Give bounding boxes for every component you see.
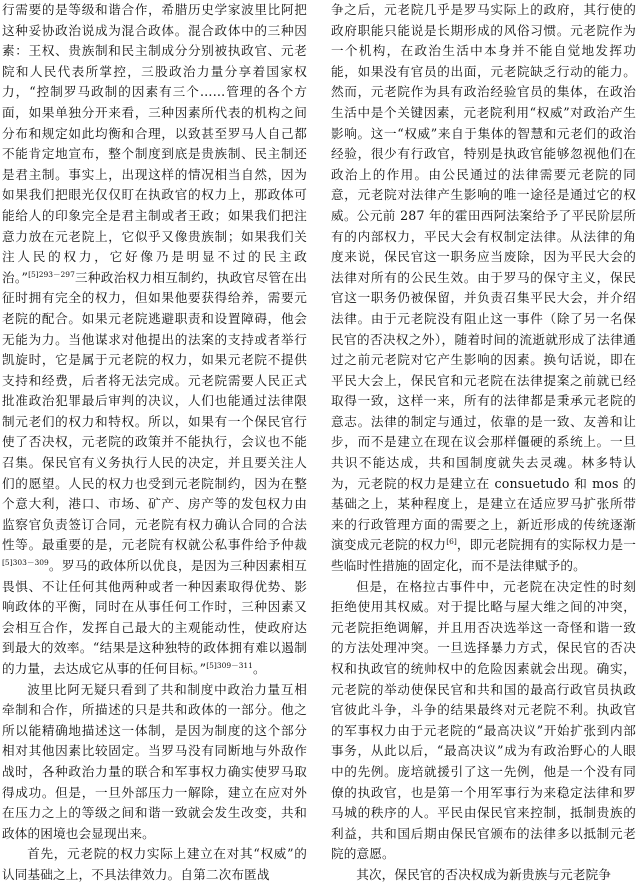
body-text: 。罗马的政体所以优良，是因为三种因素相互畏惧、不让任何其他两种或者一种因素取得优势、影响政体的平衡，同时在从事任何工作时，三种因素又会相互合作，发挥自己最大的主观能动性，使政府达到最大的效率。“结果是这种独特的政体拥有难以遏制的力量，去达成它从事的任何目标。”	[2, 558, 307, 676]
paragraph-senate-government	[331, 0, 636, 577]
paragraph-mixed-constitution	[2, 0, 307, 680]
paragraph-polybius-analysis: 波里比阿无疑只看到了共和制度中政治力量互相牵制和合作，所描述的只是共和政体的一部分。他之所以能精确地描述这一体制，是因为制度的这个部分相对其他因素比较固定。当罗马没有同断地与外敌作战时，各种政治力量的联合和军事权力确实使罗马取得成功。但是，一旦外部压力一解除，建立在应对外在压力之上的等级之间和谐一致就会发生改变，共和政体的困境也会显现出来。	[2, 681, 307, 841]
left-column	[2, 0, 308, 882]
body-text: 三种政治权力相互制约，执政官尽管在出征时拥有完全的权力，但如果他要获得给养，需要元老院的配合。如果元老院逃避职责和设置障碍，他会无能为力。当他谋求对他提出的法案的支持或者举行凯旋时，它是属于元老院的权力，如果元老院不提供支持和经费，后者将无法完成。元老院需要人民正式批准政治犯罪最后审判的决议，人们也能通过法律限制元老们的权力和特权。所以，如果有一个保民官行使了否决权，元老院的政策并不能执行，会议也不能召集。保民官有义务执行人民的决定，并且要关注人们的愿望。人民的权力也受到元老院制约，因为在整个意大利，港口、市场、矿产、房产等的发包权力由监察官负责签订合同，元老院有权力确认合同的合法性等。最重要的是，元老院有权就公私事件给予仲裁	[2, 269, 308, 553]
right-column	[331, 0, 636, 882]
body-text: 行需要的是等级和谐合作，希腊历史学家波里比阿把这种妥协政治说成为混合政体。混合政体中的三种因素：王权、贵族制和民主制成分分别被执政官、元老院和人民代表所掌控，三股政治力量分享着国家权力，“控制罗马政制的因素有三个……管理的各个方面，如果单独分开来看，三种因素所代表的机构之间分布和规定如此均衡和合理，以致甚至罗马人自己都不能肯定地宣布，整个制度到底是贵族制、民主制还是君主制。事实上，出现这样的情况相当自然，因为如果我们把眼光仅仅盯在执政官的权力上，那政体可能给人的印象完全是君主制或者王政；如果我们把注意力放在元老院上，它似乎又像贵族制；如果我们关注人民的权力，它好像乃是明显不过的民主政治。”	[2, 2, 307, 285]
body-text: 争之后，元老院几乎是罗马实际上的政府，其行使的政府职能只能说是长期形成的风俗习惯。元老院作为一个机构，在政治生活中本身并不能自觉地发挥功能，如果没有官员的出面，元老院缺乏行动的能力。然而，元老院作为具有政治经验官员的集体，在政治生活中是个关键因素，元老院利用“权威”对政治产生影响。这一“权威”来自于集体的智慧和元老们的政治经验，很少有行政官，特别是执政官能够忽视他们在政治上的作用。由公民通过的法律需要元老院的同意，元老院对法律产生影响的唯一途径是通过它的权威。公元前 287 年的霍田西阿法案给予了平民阶层所有的内部权力，平民大会有权制定法律。从法律的角度来说，保民官这一职务应当废除，因为平民大会的法律对所有的公民生效。由于罗马的保守主义，保民官这一职务仍被保留，并负责召集平民大会，并介绍法律。由于元老院没有阻止这一事件（除了另一名保民官的否决权之外），随着时间的流逝就形成了法律通过之前元老院对它产生影响的因素。换句话说，即在平民大会上，保民官和元老院在法律提案之前就已经取得一致，这样一来，所有的法律都是秉承元老院的意志。法律的制定与通过，依靠的是一致、友善和让步，而不是建立在现在议会那样僵硬的系统上。一旦共识不能达成，共和国制度就失去灵魂。林多特认为，元老院的权力是建立在 consuetudo 和 mos 的基础之上，某种程度上，是建立在适应罗马扩张所带来的行政管理方面的需要之上，新近形成的传统逐渐演变成元老院的权力	[331, 2, 636, 553]
paragraph-tribune-veto: 其次，保民官的否决权成为新贵族与元老院争	[356, 866, 612, 882]
citation-marker: [6]	[446, 537, 457, 547]
body-text: 。	[252, 661, 266, 676]
paragraph-senate-authority: 首先，元老院的权力实际上建立在对其“权威”的认同基础之上，不具法律效力。自第二次布匿战	[2, 846, 307, 882]
citation-marker: [5]303－309	[2, 557, 49, 567]
citation-marker: [5]309－311	[206, 660, 253, 670]
body-text: ，即元老院拥有的实际权力是一些临时性措施的固定化，而不是法律赋予的。	[331, 537, 636, 574]
citation-marker: [5]293－297	[28, 269, 75, 279]
paragraph-gracchus-affair: 但是，在格拉古事件中，元老院在决定性的时刻拒绝使用其权威。对于提比略与屋大维之间的冲突，元老院拒绝调解，并且用否决选举这一奇怪和谐一致的方法处理冲突。一旦选择暴力方式，保民官的否决权和执政官的统帅权中的危险因素就会出现。确实，元老院的举动使保民官和共和国的最高行政官员执政官彼此斗争，斗争的结果最终对元老院不利。执政官的军事权力由于元老院的“最高决议”开始扩张到内部事务，从此以后，“最高决议”成为有政治野心的人眼中的先例。庞培就援引了这一先例，他是一个没有同僚的执政官，也是第一个用军事行为来稳定法律和罗马城的秩序的人。平民由保民官来控制，抵制贵族的利益，共和国后期由保民官颁布的法律多以抵制元老院的意愿。	[331, 578, 636, 862]
